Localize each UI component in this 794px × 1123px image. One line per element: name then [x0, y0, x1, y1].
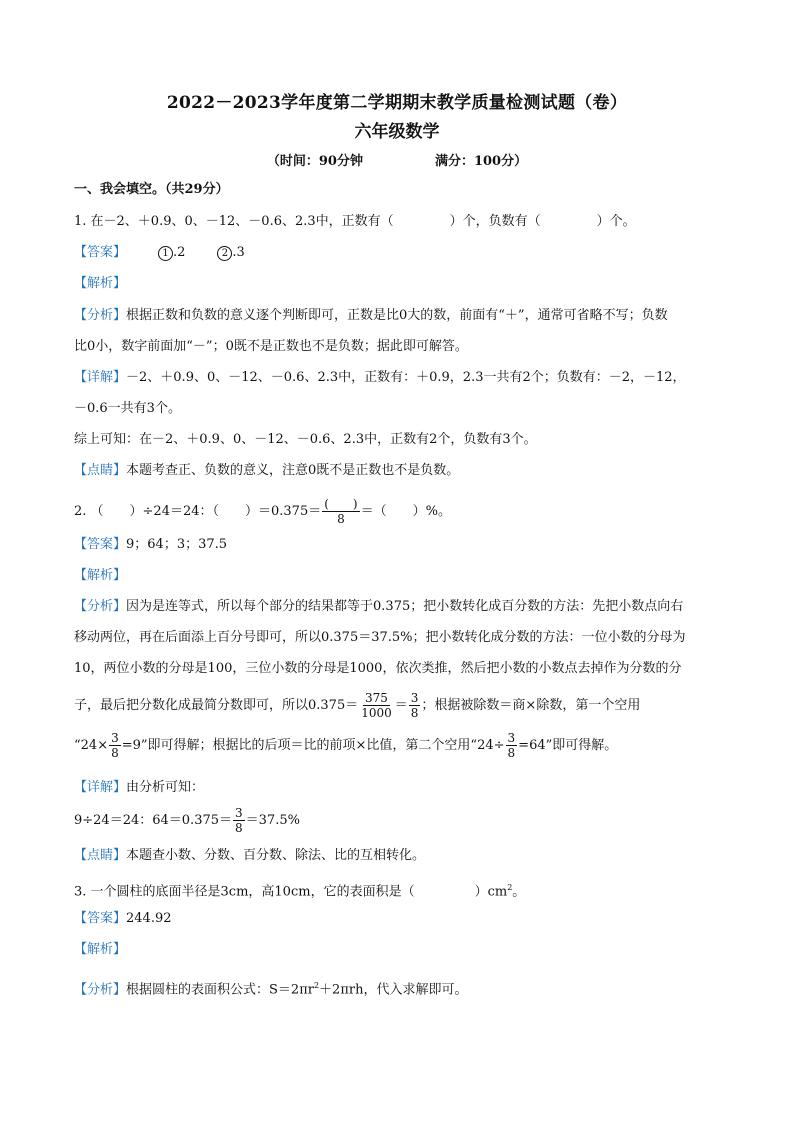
- fraction: $\frac{3}{8}$: [410, 691, 419, 720]
- answer-2: 【答案】9；64；3；37.5: [74, 537, 228, 552]
- analysis-text: 10，两位小数的分母是100，三位小数的分母是1000，依次类推，然后把小数的小数点去掉作为分数的分: [74, 661, 682, 676]
- analysis-text: 移动两位，再在后面添上百分号即可，所以0.375＝37.5%；把小数转化成分数的方法：一位小数的分母为: [74, 630, 686, 645]
- detail-text: －0.6一共有3个。: [74, 401, 181, 416]
- exam-time: （时间：90分钟: [266, 154, 363, 169]
- exam-subject: 六年级数学: [354, 122, 440, 142]
- detail-text: 【详解】由分析可知：: [74, 780, 205, 795]
- fraction: $\frac{( )}{8}$: [324, 497, 358, 526]
- analysis-label: 【解析】: [74, 276, 127, 291]
- answer-label: 【答案】: [74, 911, 127, 926]
- exam-meta: [0, 150, 794, 169]
- summary-text: 综上可知：在－2、＋0.9、0、－12、－0.6、2.3中，正数有2个，负数有3个。: [74, 432, 537, 447]
- tip-text: 【点睛】本题查小数、分数、百分数、除法、比的互相转化。: [74, 848, 426, 863]
- question-2: 2. （ ）÷24＝24：（ ）＝0.375＝ $\frac{( )}{8}$ ＝（ ）%。: [74, 497, 451, 526]
- question-3: 3. 一个圆柱的底面半径是3cm，高10cm，它的表面积是（ ）$cm^2$。: [74, 883, 526, 900]
- analysis-label: 【解析】: [74, 942, 127, 957]
- answer-label: 【答案】: [74, 245, 127, 260]
- detail-text: 【详解】－2、＋0.9、0、－12、－0.6、2.3中，正数有：＋0.9，2.3一共有2个；负数有：－2，－12，: [74, 370, 686, 385]
- analysis-text: 【分析】因为是连等式，所以每个部分的结果都等于0.375；把小数转化成百分数的方法：先把小数点向右: [74, 599, 684, 614]
- analysis-text: “24× $\frac{3}{8}$ =9”即可得解；根据比的后项＝比的前项×比值，第二个空用“24÷ $\frac{3}{8}$ =64”即可得解。: [74, 731, 618, 760]
- answer-3: 【答案】244.92: [74, 911, 172, 926]
- answer-1: 【答案】 1 .2 2 .3: [74, 245, 245, 260]
- tip-text: 【点睛】本题考查正、负数的意义，注意0既不是正数也不是负数。: [74, 463, 460, 478]
- analysis-text: 子，最后把分数化成最简分数即可，所以0.375＝ $\frac{375}{1000}$ ＝ $\frac{3}{8}$ ；根据被除数＝商×除数，第一个空用: [74, 691, 641, 720]
- circled-number: 1: [158, 246, 173, 261]
- question-1: 1. 在－2、＋0.9、0、－12、－0.6、2.3中，正数有（ ）个，负数有（ ）个。: [74, 214, 636, 229]
- fraction: $\frac{3}{8}$: [235, 806, 243, 835]
- circled-number: 2: [217, 246, 232, 261]
- analysis-label: 【解析】: [74, 568, 127, 583]
- section-heading: 一、我会填空。（共29分）: [74, 182, 229, 197]
- analysis-text: 【分析】根据正数和负数的意义逐个判断即可，正数是比0大的数，前面有“＋”，通常可省略不写；负数: [74, 308, 668, 323]
- fraction: $\frac{3}{8}$: [507, 731, 516, 760]
- answer-label: 【答案】: [74, 537, 127, 552]
- analysis-text: 比0小，数字前面加“－”；0既不是正数也不是负数；据此即可解答。: [74, 339, 468, 354]
- calc-text: 9÷24＝24：64＝0.375＝ $\frac{3}{8}$ ＝37.5%: [74, 806, 300, 835]
- analysis-text: 【分析】根据圆柱的表面积公式：$S=2\pi r^2+2\pi rh$，代入求解即可。: [74, 981, 468, 998]
- fraction: $\frac{3}{8}$: [111, 731, 119, 760]
- fraction: $\frac{375}{1000}$: [361, 691, 392, 720]
- exam-score: 满分：100分）: [434, 154, 528, 169]
- exam-title: 2022－2023学年度第二学期期末教学质量检测试题（卷）: [166, 93, 628, 113]
